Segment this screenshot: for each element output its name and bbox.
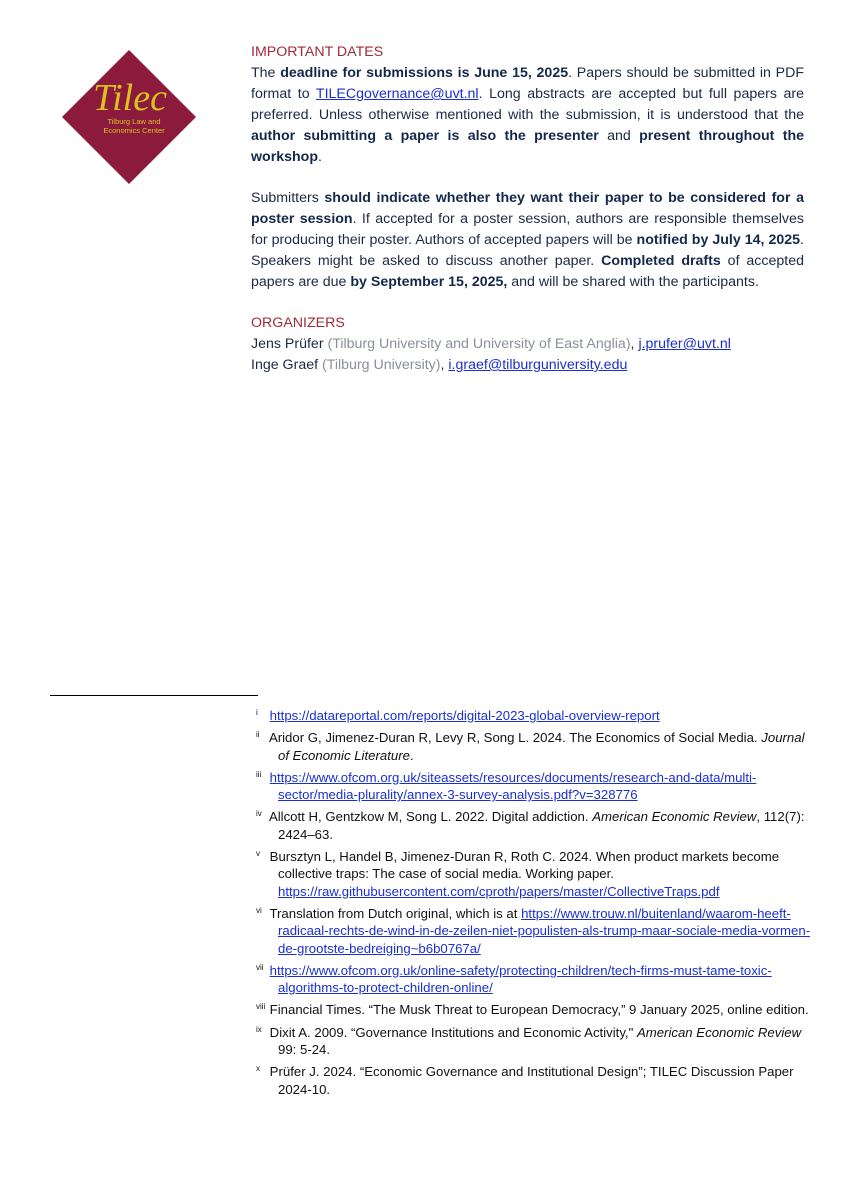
text-run: . If accepted for a poster session, authors are responsible themselves for producing their poster. Authors of accepted papers will be <box>251 211 804 248</box>
footnote-link[interactable]: https://www.ofcom.org.uk/online-safety/protecting-children/tech-firms-must-tame-toxic-algorithms-to-protect-children-online/ <box>269 962 772 996</box>
logo-subtitle-line1: Tilburg Law and <box>107 117 161 126</box>
drafts-due-date-text: by September 15, 2025, <box>350 274 508 290</box>
organizer-affiliation: (Tilburg University) <box>321 357 441 373</box>
organizer-email-link[interactable]: i.graef@tilburguniversity.edu <box>448 357 628 373</box>
footnote-text: , 112(7): 2424–63. <box>278 809 805 842</box>
poster-session-text: should indicate whether they want their paper to be considered for a poster session <box>251 190 804 227</box>
poster-paragraph <box>251 188 804 293</box>
footnote-1 <box>256 704 812 724</box>
notification-date-text: notified by July 14, 2025 <box>636 232 801 248</box>
footnote-8 <box>256 998 812 1018</box>
footnote-text: Financial Times. “The Musk Threat to European Democracy,” 9 January 2025, online edition. <box>269 1002 809 1018</box>
footnote-journal: Journal of Economic Literature <box>278 730 805 763</box>
logo-wordmark: Tilec <box>93 77 167 119</box>
tilec-logo <box>60 48 198 186</box>
organizer-row <box>251 334 804 355</box>
footnote-10 <box>256 1060 812 1098</box>
organizer-name: Inge Graef <box>251 357 322 373</box>
footnote-link[interactable]: https://www.trouw.nl/buitenland/waarom-heeft-radicaal-rechts-de-wind-in-de-zeilen-niet-populisten-als-trump-maar-sociale-media-vormen-de-grootste-bedreiging~b6b0767a/ <box>278 905 811 956</box>
completed-drafts-text: Completed drafts <box>601 253 721 269</box>
footnote-text: Aridor G, Jimenez-Duran R, Levy R, Song L. 2024. The Economics of Social Media. <box>268 730 762 746</box>
footnote-separator <box>50 695 258 696</box>
footnote-marker: iv <box>256 809 262 819</box>
footnote-text: Allcott H, Gentzkow M, Song L. 2022. Digital addiction. <box>268 809 593 825</box>
footnote-text: Translation from Dutch original, which is at <box>269 905 522 921</box>
footnote-5 <box>256 845 812 900</box>
text-run: . <box>318 149 322 165</box>
footnote-journal: American Economic Review <box>592 809 757 825</box>
footnote-marker: vi <box>256 905 262 915</box>
footnote-link[interactable]: https://datareportal.com/reports/digital-2023-global-overview-report <box>269 708 660 723</box>
footnote-marker: iii <box>256 769 262 779</box>
footnote-text: 99: 5-24. <box>278 1042 331 1058</box>
footnote-link[interactable]: https://www.ofcom.org.uk/siteassets/resources/documents/research-and-data/multi-sector/media-plurality/annex-3-survey-analysis.pdf?v=328776 <box>269 769 757 803</box>
footnotes <box>256 704 812 1100</box>
important-dates-heading: IMPORTANT DATES <box>251 44 384 60</box>
text-run: . Long abstracts are accepted but full papers are preferred. Unless otherwise mentioned with the submission, it is understood that the <box>251 86 804 123</box>
text-run: and <box>598 128 640 144</box>
footnote-4 <box>256 805 812 843</box>
footnote-marker: vii <box>256 962 264 972</box>
text-run: . Speakers might be asked to discuss another paper. <box>251 232 804 269</box>
footnote-journal: American Economic Review <box>636 1024 802 1040</box>
presence-text: present throughout the workshop <box>251 128 804 165</box>
text-run: Submitters <box>251 190 325 206</box>
footnote-3 <box>256 766 812 804</box>
submission-paragraph <box>251 63 804 168</box>
presenter-text: author submitting a paper is also the presenter <box>251 128 599 144</box>
footnote-text: Dixit A. 2009. “Governance Institutions and Economic Activity," <box>269 1024 637 1040</box>
deadline-text: deadline for submissions is June 15, 2025 <box>280 65 569 81</box>
footnote-9 <box>256 1021 812 1059</box>
organizer-email-link[interactable]: j.prufer@uvt.nl <box>638 336 731 352</box>
footnote-marker: x <box>256 1064 260 1074</box>
footnote-marker: ix <box>256 1024 262 1034</box>
organizer-affiliation: (Tilburg University and University of East Anglia) <box>327 336 631 352</box>
footnote-7 <box>256 959 812 997</box>
footnote-marker: ii <box>256 730 260 740</box>
separator: , <box>630 336 639 352</box>
text-run: of accepted papers are due <box>251 253 804 290</box>
main-content <box>251 42 804 376</box>
footnote-6 <box>256 902 812 957</box>
footnote-marker: v <box>256 849 260 859</box>
footnote-text: Bursztyn L, Handel B, Jimenez-Duran R, Roth C. 2024. When product markets become collective traps: The case of social media. Working paper. <box>269 849 780 882</box>
organizers-heading: ORGANIZERS <box>251 315 345 331</box>
organizer-row <box>251 355 804 376</box>
footnote-marker: i <box>256 708 258 717</box>
footnote-marker: viii <box>256 1002 266 1012</box>
text-run: The <box>251 65 281 81</box>
footnote-text: . <box>409 747 414 763</box>
logo-subtitle-line2: Economics Center <box>103 126 165 135</box>
separator: , <box>440 357 449 373</box>
footnote-link[interactable]: https://raw.githubusercontent.com/cproth/papers/master/CollectiveTraps.pdf <box>278 883 720 899</box>
submission-email-link[interactable]: TILECgovernance@uvt.nl <box>315 86 479 102</box>
footnote-2 <box>256 726 812 764</box>
text-run: and will be shared with the participants. <box>507 274 759 290</box>
footnote-text: Prüfer J. 2024. “Economic Governance and Institutional Design”; TILEC Discussion Paper 2024-10. <box>269 1064 794 1097</box>
text-run: . Papers should be submitted in PDF format to <box>251 65 805 102</box>
organizer-name: Jens Prüfer <box>251 336 328 352</box>
